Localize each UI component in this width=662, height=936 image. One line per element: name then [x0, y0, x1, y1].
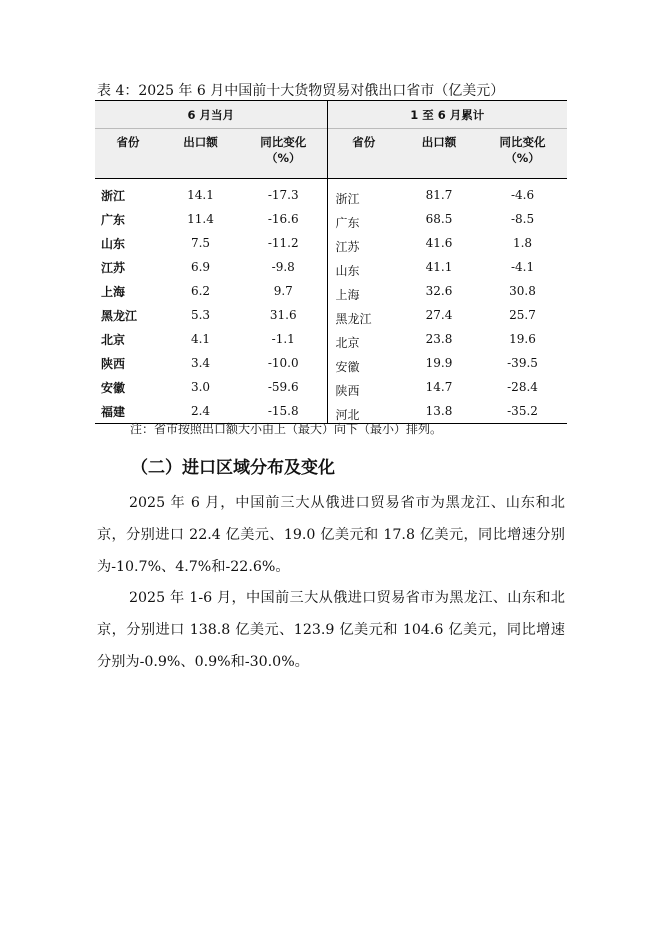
value-cell: 31.6 [240, 303, 327, 327]
value-cell: 68.5 [425, 212, 453, 226]
value-cell: -9.8 [240, 255, 327, 279]
province-cell: 上海 [101, 284, 126, 299]
value-cell: 19.6 [509, 332, 536, 346]
value-cell: 9.7 [240, 279, 327, 303]
value-cell: -28.4 [507, 380, 538, 394]
value-cell: 4.1 [190, 332, 211, 346]
table-row [95, 303, 567, 327]
export-table [95, 100, 567, 424]
province-cell: 陕西 [101, 356, 126, 371]
province-cell: 江苏 [101, 260, 126, 275]
province-cell: 山东 [335, 264, 360, 278]
column-header: 同比变化 （%） [478, 129, 567, 179]
table-caption: 表 4：2025 年 6 月中国前十大货物贸易对俄出口省市（亿美元） [97, 83, 505, 99]
province-cell: 安徽 [335, 360, 360, 374]
value-cell: 7.5 [190, 236, 211, 250]
province-cell: 北京 [335, 336, 360, 350]
value-cell: 14.1 [187, 188, 214, 202]
value-cell: -11.2 [240, 231, 327, 255]
province-cell: 山东 [101, 236, 126, 251]
column-header: 出口额 [161, 129, 240, 179]
table-row [95, 375, 567, 399]
value-cell: -16.6 [240, 207, 327, 231]
value-cell: -59.6 [240, 375, 327, 399]
table-row [95, 279, 567, 303]
province-cell: 浙江 [101, 188, 126, 203]
value-cell: 6.2 [190, 284, 211, 298]
value-cell: 41.6 [425, 236, 453, 250]
province-cell: 北京 [101, 332, 126, 347]
paragraph-h1: 2025 年 1-6 月，中国前三大从俄进口贸易省市为黑龙江、山东和北京，分别进口 138.8 亿美元、123.9 亿美元和 104.6 亿美元，同比增速分别为-0.9%、0.9%和-30.0%。 [97, 590, 565, 670]
value-cell: 81.7 [425, 188, 453, 202]
value-cell: 32.6 [425, 284, 453, 298]
value-cell: 14.7 [425, 380, 453, 394]
value-cell: 30.8 [509, 284, 536, 298]
province-cell: 黑龙江 [101, 308, 138, 323]
value-cell: -8.5 [510, 212, 535, 226]
table-note: 注：省市按照出口额大小由上（最大）向下（最小）排列。 [130, 422, 443, 436]
table-row [95, 255, 567, 279]
column-header: 出口额 [400, 129, 478, 179]
value-cell: 13.8 [400, 399, 478, 424]
group-header-cumulative: 1 至 6 月累计 [327, 101, 567, 129]
province-cell: 陕西 [335, 384, 360, 398]
value-cell: -39.5 [507, 356, 538, 370]
value-cell: 25.7 [509, 308, 536, 322]
value-cell: 41.1 [425, 260, 453, 274]
province-cell: 广东 [335, 216, 360, 230]
value-cell: 1.8 [512, 236, 533, 250]
column-header: 同比变化 （%） [240, 129, 327, 179]
value-cell: 3.4 [190, 356, 211, 370]
group-header-june: 6 月当月 [95, 101, 327, 129]
value-cell: -1.1 [240, 327, 327, 351]
province-cell: 福建 [95, 399, 161, 424]
column-header: 省份 [95, 129, 161, 179]
value-cell: -17.3 [240, 179, 327, 208]
table-row [95, 207, 567, 231]
value-cell: -4.1 [510, 260, 535, 274]
column-header: 省份 [327, 129, 400, 179]
value-cell: -10.0 [240, 351, 327, 375]
province-cell: 江苏 [335, 240, 360, 254]
province-cell: 广东 [101, 212, 126, 227]
table-row [95, 179, 567, 208]
value-cell: -4.6 [510, 188, 535, 202]
value-cell: -35.2 [478, 399, 567, 424]
value-cell: 23.8 [425, 332, 453, 346]
value-cell: 2.4 [161, 399, 240, 424]
paragraph-june: 2025 年 6 月，中国前三大从俄进口贸易省市为黑龙江、山东和北京，分别进口 22.4 亿美元、19.0 亿美元和 17.8 亿美元，同比增速分别为-10.7%、4.7%和-22.6%。 [97, 495, 565, 575]
province-cell: 安徽 [101, 380, 126, 395]
province-cell: 黑龙江 [335, 312, 372, 326]
table-row [95, 351, 567, 375]
value-cell: 6.9 [190, 260, 211, 274]
province-cell: 上海 [335, 288, 360, 302]
table-row [95, 327, 567, 351]
value-cell: 11.4 [187, 212, 214, 226]
value-cell: 27.4 [425, 308, 453, 322]
value-cell: 3.0 [190, 380, 211, 394]
section-heading: （二）进口区域分布及变化 [131, 458, 335, 478]
province-cell: 河北 [327, 399, 400, 424]
value-cell: -15.8 [240, 399, 327, 424]
value-cell: 19.9 [425, 356, 453, 370]
province-cell: 浙江 [335, 192, 360, 206]
table-row [95, 231, 567, 255]
value-cell: 5.3 [190, 308, 211, 322]
